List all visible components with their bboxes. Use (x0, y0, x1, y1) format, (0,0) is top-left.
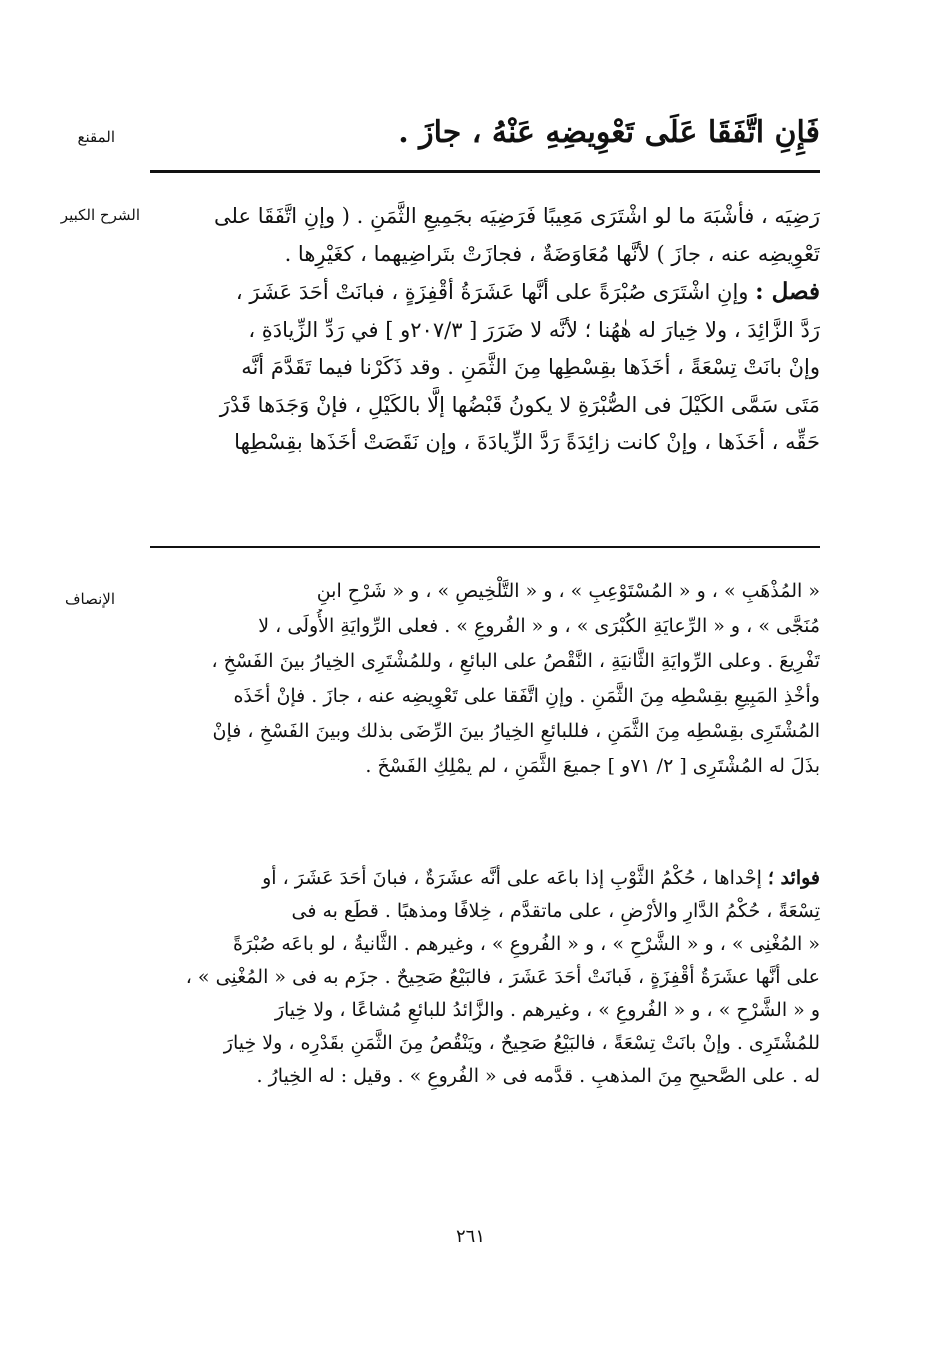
middle-divider (150, 546, 820, 548)
sharh-line: تَعْوِيضِه عنه ، جازَ ) لأنَّها مُعَاوَضَةٌ ، فجازَتْ بتَراضِيهما ، كغَيْرِها . (284, 241, 820, 266)
side-label-insaf: الإنصاف (64, 590, 115, 608)
side-label-muqni: المقنع (77, 128, 115, 146)
fawaid-text-block (150, 862, 820, 1093)
insaf-line: بذَلَ له المُشْتَرِى [ ٢/ ٧١و ] جميعَ الثَّمَنِ ، لم يمْلِكِ الفَسْخَ . (365, 755, 820, 777)
insaf-line: وأخْذِ المَبِيعِ بقِسْطِه مِنَ الثَّمَنِ . وإنِ اتَّفَقا على تَعْوِيضِه عنه ، جازَ . فإنْ أخَذَه (233, 685, 820, 707)
sharh-line: رَضِيَه ، فأشْبَهَ ما لو اشْتَرَى مَعِيبًا فَرَضِيَه بجَمِيعِ الثَّمَنِ . ( وإنِ اتَّفَقَا على (214, 204, 820, 228)
sharh-line (150, 273, 820, 312)
sharh-line: رَدَّ الزَّائِدَ ، ولا خِيارَ له هٰهُنا ؛ لأنَّه لا ضَرَرَ [ ٢٠٧/٣و ] في رَدِّ الزِّيادَةِ ، (248, 317, 820, 342)
insaf-line: المُشْتَرِى بقِسْطِه مِنَ الثَّمَنِ ، فللبائعِ الخِيارُ بينَ الرِّضَى بذلك وبينَ الفَسْخِ ، فإنْ (212, 720, 820, 742)
page-number: ٢٦١ (455, 1226, 485, 1247)
insaf-line: تَفْرِيعَ . وعلى الرِّوايَةِ الثَّانيَةِ ، النَّقْصُ على البائعِ ، وللمُشْتَرِى الخِيارُ بينَ الفَسْخِ ، (211, 650, 820, 672)
fawaid-line: للمُشْتَرِى . وإنْ بانَتْ تِسْعَةً ، فالبَيْعُ صَحِيحٌ ، ويَنْقُصُ مِنَ الثَّمَنِ بقَدْرِه ، ولا خِيارَ (223, 1032, 820, 1054)
fawaid-line: تِسْعَةً ، حُكْمُ الدَّارِ والأرْضِ ، على ماتقدَّم ، خِلافًا ومذهبًا . قطَع به فى (291, 900, 820, 922)
fawaid-line (150, 862, 820, 895)
sharh-line: مَتَى سَمَّى الكَيْلَ فى الصُّبْرَةِ لا يكونُ قَبْضُها إلَّا بالكَيْلِ ، فإنْ وَجَدَها قَدْرَ (219, 392, 820, 417)
sharh-line: حَقِّه ، أخَذَها ، وإنْ كانت زائِدَةً رَدَّ الزِّيادَةَ ، وإن نَقَصَتْ أخَذَها بقِسْطِها (234, 430, 820, 454)
sharh-line: وإنْ بانَتْ تِسْعَةً ، أخَذَها بقِسْطِها مِنَ الثَّمَنِ . وقد ذَكَرْنا فيما تَقَدَّمَ أنَّه (241, 355, 820, 379)
fawaid-line: له . على الصَّحيحِ مِنَ المذهبِ . قدَّمه فى « الفُروعِ » . وقيل : له الخِيارُ . (256, 1065, 820, 1087)
insaf-line: مُنَجَّى » ، و « الرِّعايَةِ الكُبْرَى » ، و « الفُروعِ » . فعلى الرِّوايَةِ الأُولَى ، لا (258, 615, 820, 637)
insaf-text-block (150, 574, 820, 784)
fasl-line-text: وإنِ اشْتَرَى صُبْرَةً على أنَّها عَشَرَةُ أقْفِزَةٍ ، فبانَتْ أحَدَ عَشَرَ ، (235, 280, 749, 304)
fawaid-heading: فوائد ؛ (767, 867, 820, 889)
insaf-line: « المُذْهَبِ » ، و « المُسْتَوْعِبِ » ، و « التَّلْخِيصِ » ، و « شَرْحِ ابنِ (316, 580, 820, 602)
fasl-heading: فصل : (755, 278, 820, 305)
fawaid-line: على أنَّها عشَرَةُ أقْفِزَةٍ ، فَبانَتْ أحَدَ عَشَرَ ، فالبَيْعُ صَحِيحٌ . جزَم به فى « المُغْنِى » ، (185, 966, 820, 988)
muqni-text-block (150, 108, 820, 158)
side-label-sharh: الشرح الكبير (60, 206, 140, 224)
fawaid-line-text: إحْداها ، حُكْمُ الثَّوْبِ إذا باعَه على أنَّه عشَرَةٌ ، فبانَ أحَدَ عَشَرَ ، أو (262, 867, 762, 889)
top-divider (150, 170, 820, 173)
sharh-text-block (150, 198, 820, 462)
fawaid-line: و « الشَّرْحِ » ، و « الفُروعِ » ، وغيرهم . والزَّائدُ للبائعِ مُشاعًا ، ولا خِيارَ (274, 999, 820, 1021)
fawaid-line: « المُغْنِى » ، و « الشَّرْحِ » ، و « الفُروعِ » ، وغيرهم . الثَّانيةُ ، لو باعَه صُبْرَةً (233, 933, 820, 955)
muqni-line: فَإِنِ اتَّفَقَا عَلَى تَعْوِيضِهِ عَنْهُ ، جازَ . (398, 115, 820, 150)
